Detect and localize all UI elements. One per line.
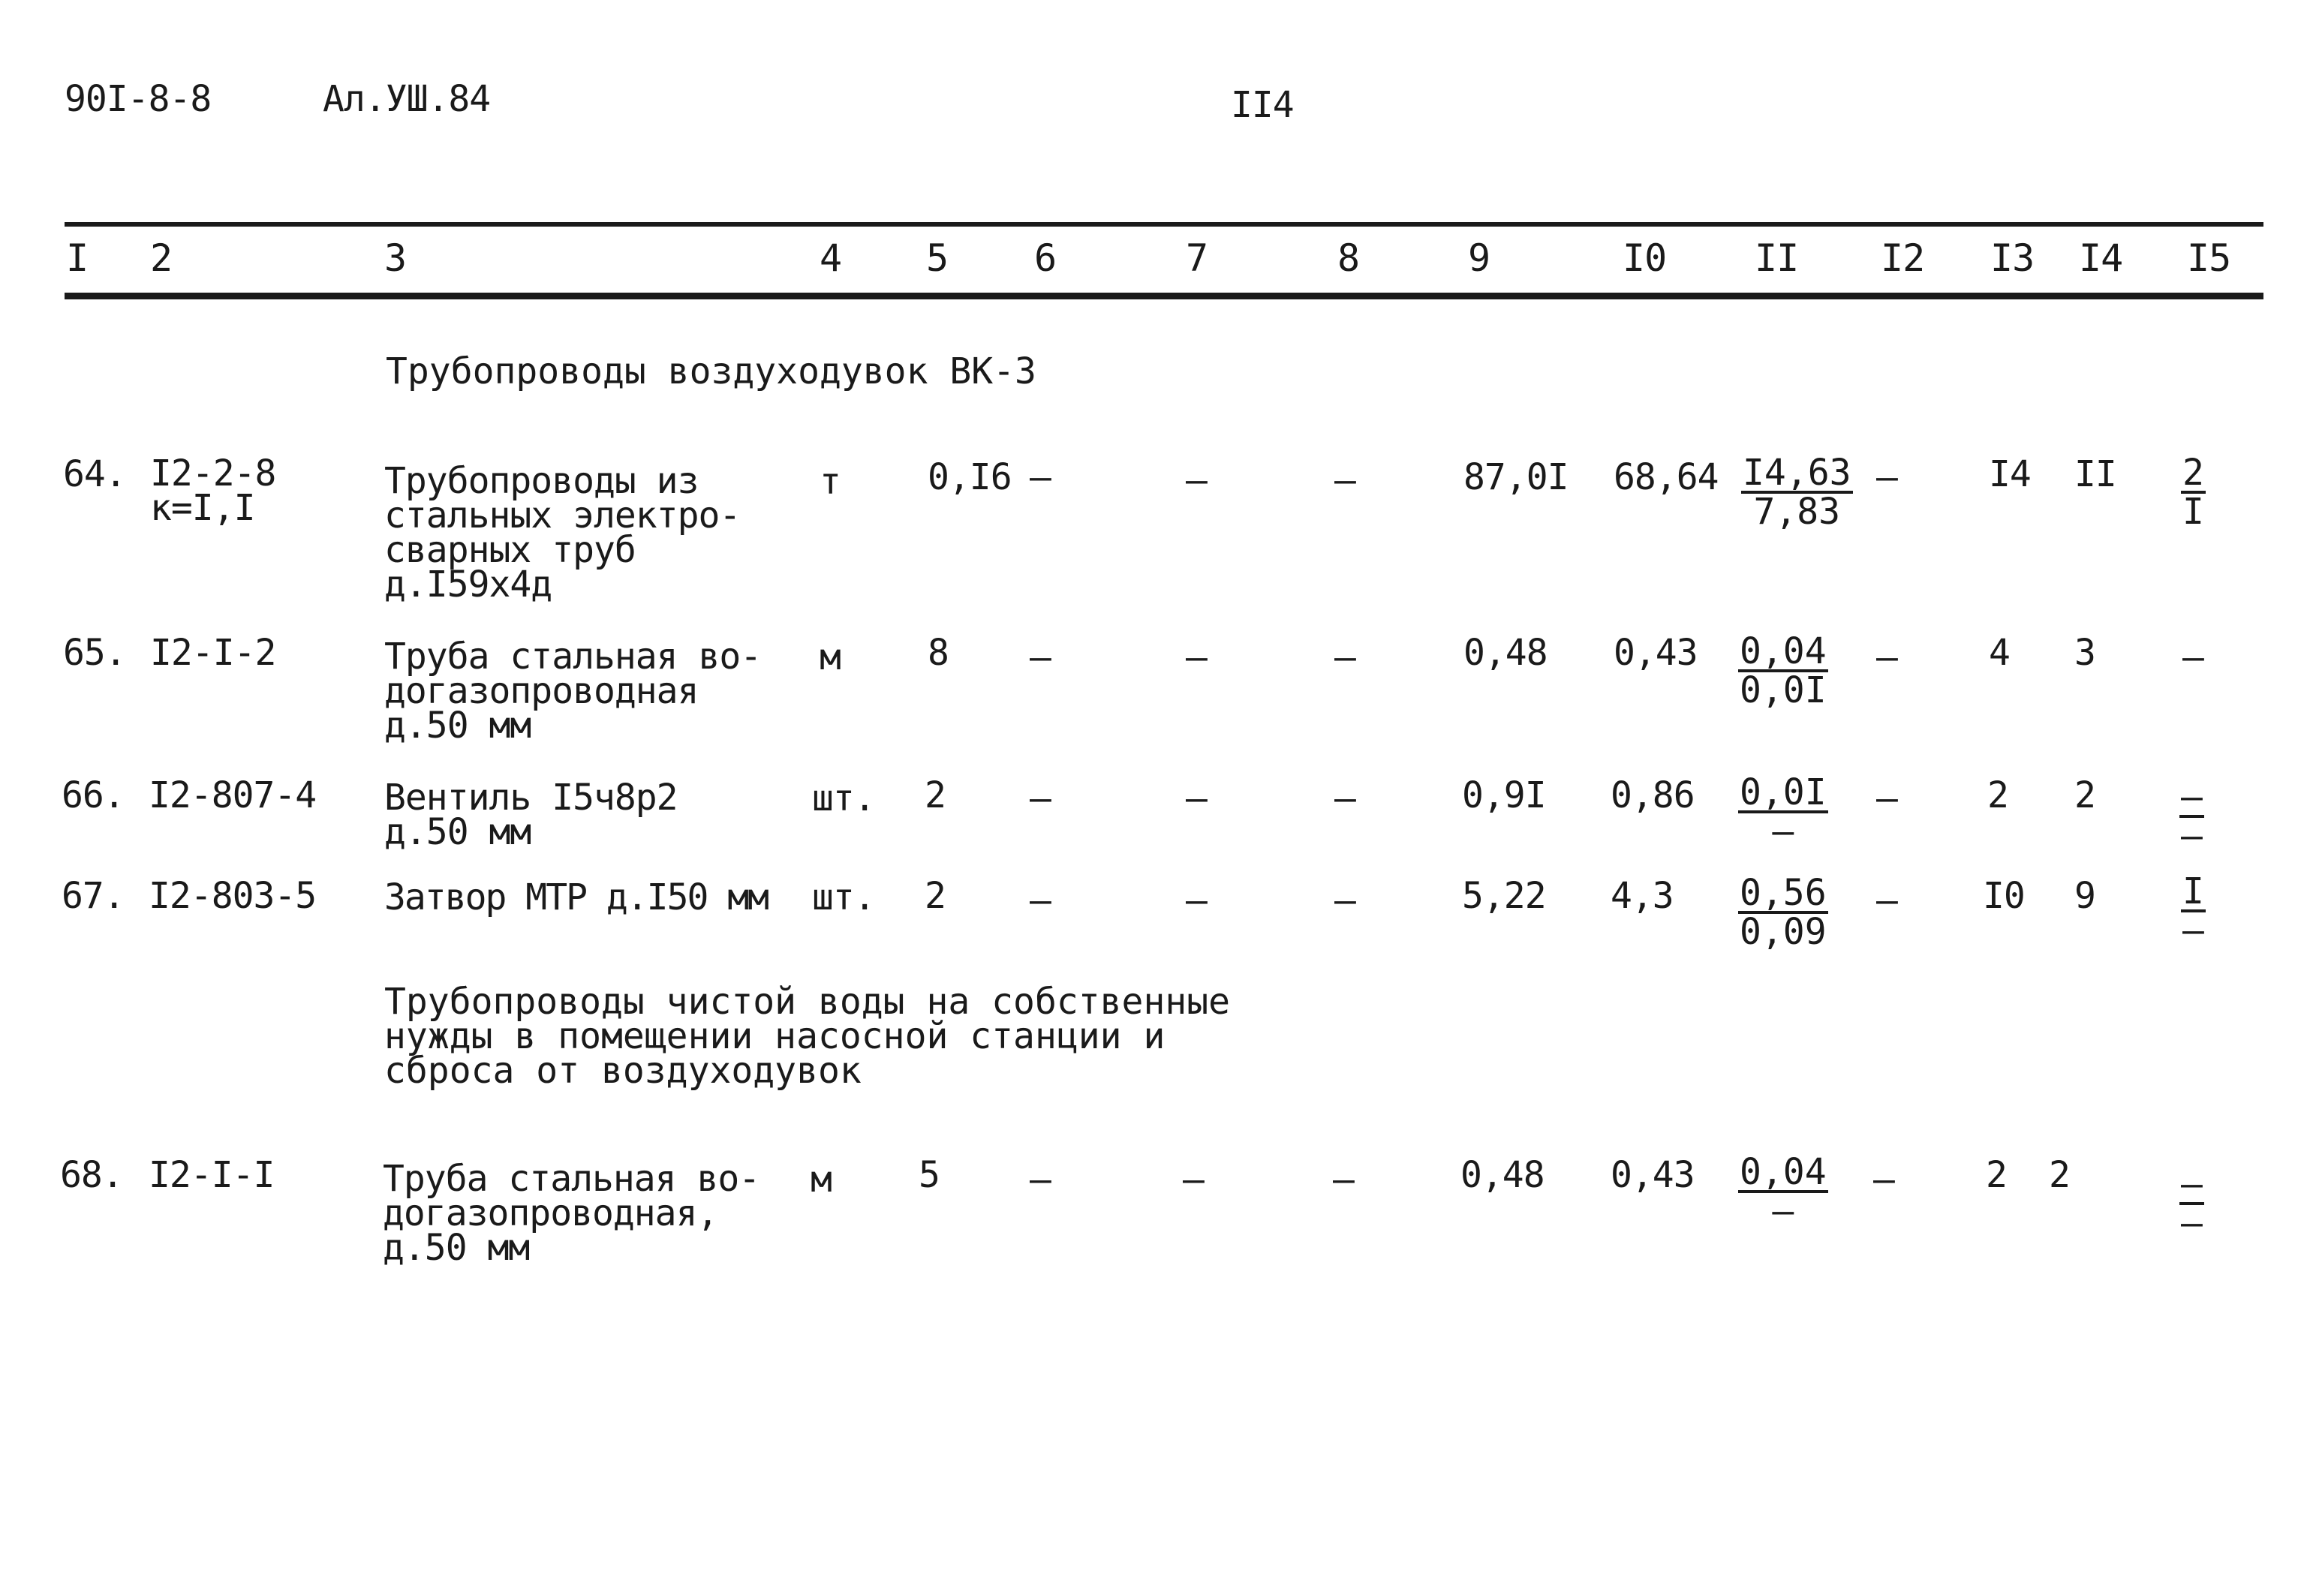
row-col15-fraction — [2181, 452, 2206, 533]
row-number: 68. — [60, 1154, 123, 1196]
column-header: I0 — [1623, 236, 1667, 280]
row-name: Затвор МТР д.I50 мм — [384, 876, 769, 918]
row-name: Вентиль I5ч8р2 д.50 мм — [384, 777, 678, 853]
column-header: 5 — [926, 236, 949, 280]
fraction-denominator: 7,83 — [1753, 491, 1841, 533]
row-col13: 2 — [1987, 774, 2008, 816]
row-col11-fraction — [1738, 771, 1828, 852]
fraction-numerator: – — [2181, 776, 2203, 818]
fraction-denominator: 0,09 — [1740, 911, 1827, 953]
column-header: I — [66, 236, 89, 280]
row-col8: – — [1334, 879, 1355, 921]
row-col13: I0 — [1983, 875, 2025, 917]
column-header: I4 — [2079, 236, 2123, 280]
row-col7: – — [1186, 777, 1207, 819]
row-col11-fraction — [1741, 452, 1853, 533]
row-unit: шт. — [812, 876, 875, 918]
row-col6: – — [1030, 879, 1051, 921]
row-col7: – — [1183, 1159, 1204, 1201]
section-heading: Трубопроводы чистой воды на собственные нужды в помещении насосной станции и сброса от воздуходувок — [384, 981, 1231, 1092]
row-col8: – — [1334, 636, 1355, 678]
column-header: 4 — [820, 236, 842, 280]
column-header: 7 — [1186, 236, 1208, 280]
table-header-rule — [65, 293, 2263, 299]
table-top-rule — [65, 222, 2263, 227]
doc-code: 90I-8-8 — [65, 78, 212, 120]
column-header: 2 — [150, 236, 173, 280]
row-col15-fraction — [2181, 870, 2206, 951]
fraction-denominator: – — [1772, 1190, 1794, 1232]
row-code: I2-807-4 — [149, 774, 317, 816]
row-col11-fraction — [1738, 872, 1828, 953]
row-col12: – — [1876, 777, 1897, 819]
row-col9: 0,48 — [1463, 632, 1548, 674]
column-header: I3 — [1990, 236, 2035, 280]
row-col9: 0,9I — [1462, 774, 1546, 816]
row-col10: 0,86 — [1611, 774, 1695, 816]
row-unit: шт. — [812, 777, 875, 819]
row-col15-fraction — [2179, 776, 2204, 857]
fraction-denominator: – — [1772, 810, 1794, 852]
row-col8: – — [1334, 459, 1355, 501]
row-number: 65. — [63, 632, 126, 674]
row-name: Труба стальная во- догазопроводная, д.50 мм — [383, 1158, 760, 1269]
row-unit: м — [820, 636, 841, 678]
row-col12: – — [1876, 879, 1897, 921]
row-col6: – — [1030, 1159, 1051, 1201]
row-col15: – — [2182, 636, 2203, 678]
row-qty: 2 — [925, 875, 946, 917]
row-code: I2-I-I — [149, 1154, 275, 1196]
row-col11-fraction — [1738, 1151, 1828, 1232]
row-code: I2-2-8 к=I,I — [150, 452, 276, 529]
row-name: Труба стальная во- догазопроводная д.50 мм — [384, 636, 762, 747]
row-col13: 4 — [1989, 632, 2010, 674]
fraction-denominator: I — [2182, 491, 2204, 533]
row-col13: 2 — [1986, 1154, 2007, 1196]
row-col10: 0,43 — [1611, 1154, 1695, 1196]
column-header: 9 — [1468, 236, 1490, 280]
row-code: I2-I-2 — [150, 632, 276, 674]
row-name: Трубопроводы из стальных электро- сварных труб д.I59х4д — [384, 460, 741, 606]
column-header: 6 — [1034, 236, 1057, 280]
row-col11-fraction — [1738, 630, 1828, 711]
fraction-numerator: 0,0I — [1740, 771, 1827, 813]
row-col9: 0,48 — [1460, 1154, 1545, 1196]
row-number: 66. — [62, 774, 125, 816]
row-col6: – — [1030, 636, 1051, 678]
row-col15-fraction — [2179, 1163, 2204, 1244]
row-col10: 68,64 — [1614, 456, 1719, 498]
row-col14: II — [2074, 453, 2116, 495]
row-col9: 5,22 — [1462, 875, 1546, 917]
row-col7: – — [1186, 879, 1207, 921]
row-col14: 9 — [2074, 875, 2095, 917]
row-col13: I4 — [1989, 453, 2031, 495]
column-header: 8 — [1337, 236, 1360, 280]
fraction-numerator: 0,04 — [1740, 630, 1827, 672]
fraction-denominator: – — [2181, 1202, 2203, 1244]
row-col14: 3 — [2074, 632, 2095, 674]
row-col8: – — [1334, 777, 1355, 819]
column-header: 3 — [384, 236, 407, 280]
row-col9: 87,0I — [1463, 456, 1569, 498]
row-col10: 0,43 — [1614, 632, 1698, 674]
fraction-numerator: I — [2182, 870, 2204, 912]
fraction-numerator: 0,56 — [1740, 872, 1827, 914]
page-number: II4 — [1231, 84, 1294, 126]
column-header: I2 — [1881, 236, 1925, 280]
fraction-denominator: 0,0I — [1740, 669, 1827, 711]
row-qty: 0,I6 — [928, 456, 1012, 498]
row-qty: 5 — [919, 1154, 940, 1196]
row-col8: – — [1333, 1159, 1354, 1201]
row-number: 67. — [62, 875, 125, 917]
row-col6: – — [1030, 456, 1051, 498]
album-ref: Ал.УШ.84 — [323, 78, 491, 120]
row-col6: – — [1030, 777, 1051, 819]
row-unit: м — [811, 1159, 832, 1201]
row-code: I2-803-5 — [149, 875, 317, 917]
row-col14: 2 — [2049, 1154, 2070, 1196]
fraction-numerator: I4,63 — [1743, 452, 1851, 494]
fraction-denominator: – — [2181, 815, 2203, 857]
row-qty: 2 — [925, 774, 946, 816]
fraction-numerator: – — [2181, 1163, 2203, 1205]
fraction-denominator: – — [2182, 909, 2204, 951]
row-col12: – — [1876, 456, 1897, 498]
row-col14: 2 — [2074, 774, 2095, 816]
row-col12: – — [1876, 636, 1897, 678]
row-col10: 4,3 — [1611, 875, 1674, 917]
row-unit: т — [820, 461, 841, 503]
row-col7: – — [1186, 459, 1207, 501]
row-qty: 8 — [928, 632, 949, 674]
section-heading: Трубопроводы воздуходувок ВК-3 — [386, 350, 1036, 392]
row-col7: – — [1186, 636, 1207, 678]
column-header: I5 — [2187, 236, 2231, 280]
row-col12: – — [1873, 1159, 1894, 1201]
column-header: II — [1755, 236, 1799, 280]
fraction-numerator: 0,04 — [1740, 1151, 1827, 1193]
fraction-numerator: 2 — [2182, 452, 2204, 494]
row-number: 64. — [63, 453, 126, 495]
